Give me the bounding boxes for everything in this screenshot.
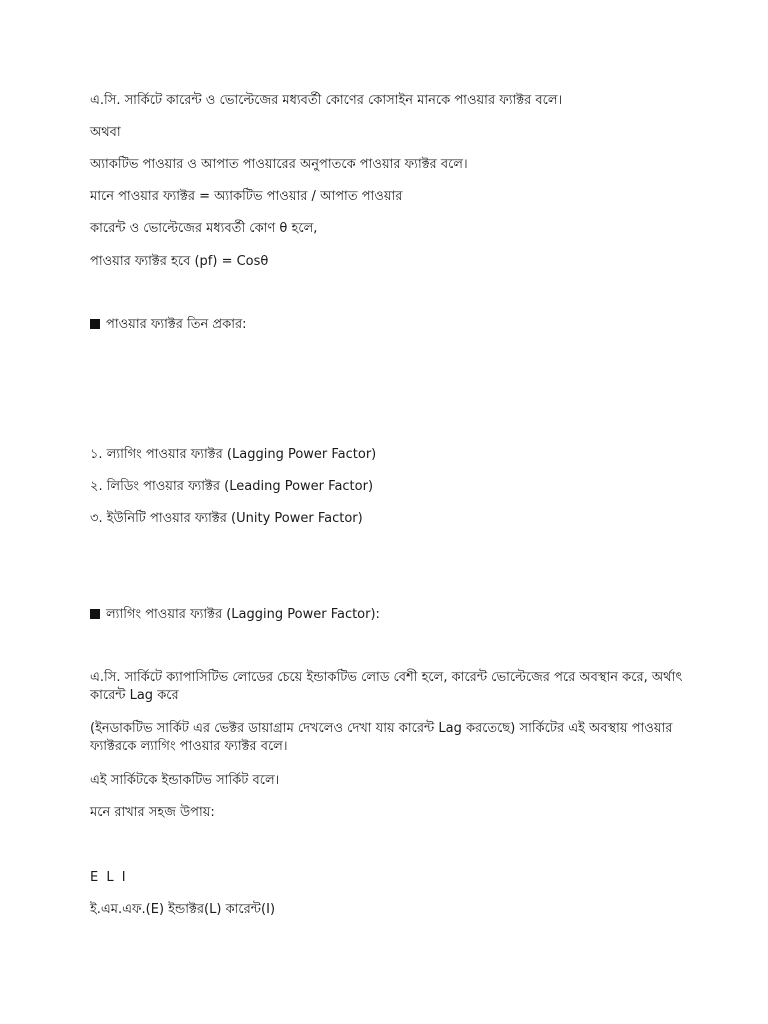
ratio-definition-text: অ্যাকটিভ পাওয়ার ও আপাত পাওয়ারের অনুপাতকে পাওয়ার ফ্যাক্টর বলে।: [90, 157, 468, 172]
pf-formula-text: পাওয়ার ফ্যাক্টর হবে (pf) = Cosθ: [90, 254, 269, 269]
mnemonic-expansion: ই.এম.এফ.(E) ইন্ডাক্টর(L) কারেন্ট(I): [90, 902, 276, 917]
lagging-heading: [90, 606, 690, 624]
mnemonic-text: E L I: [90, 870, 128, 885]
definition-text: এ.সি. সার্কিটে কারেন্ট ও ভোল্টেজের মধ্যবর্তী কোণের কোসাইন মানকে পাওয়ার ফ্যাক্টর বলে।: [90, 93, 563, 108]
types-heading-text: পাওয়ার ফ্যাক্টর তিন প্রকার:: [106, 317, 247, 332]
lagging-paragraph-1: এ.সি. সার্কিটে ক্যাপাসিটিভ লোডের চেয়ে ইন্ডাকটিভ লোড বেশী হলে, কারেন্ট ভোল্টেজের পরে অবস্থান করে, অর্থাৎ কারেন্ট Lag করে: [90, 670, 683, 703]
formula-text: মানে পাওয়ার ফ্যাক্টর = অ্যাকটিভ পাওয়ার / আপাত পাওয়ার: [90, 189, 403, 204]
types-heading: [90, 316, 690, 334]
type-item-lagging: ১. ল্যাগিং পাওয়ার ফ্যাক্টর (Lagging Power Factor): [90, 447, 377, 462]
mnemonic-heading: মনে রাখার সহজ উপায়:: [90, 805, 215, 820]
type-item-leading: ২. লিডিং পাওয়ার ফ্যাক্টর (Leading Power Factor): [90, 479, 374, 494]
angle-text: কারেন্ট ও ভোল্টেজের মধ্যবর্তী কোণ θ হলে,: [90, 221, 318, 236]
or-text: অথবা: [90, 125, 121, 140]
type-item-unity: ৩. ইউনিটি পাওয়ার ফ্যাক্টর (Unity Power Factor): [90, 511, 363, 526]
square-bullet-icon: [90, 609, 100, 619]
lagging-heading-text: ল্যাগিং পাওয়ার ফ্যাক্টর (Lagging Power Factor):: [106, 607, 380, 622]
lagging-paragraph-2: (ইনডাকটিভ সার্কিট এর ভেক্টর ডায়াগ্রাম দেখলেও দেখা যায় কারেন্ট Lag করতেছে) সার্কিটের এই অবস্থায় পাওয়ার ফ্যাক্টরকে ল্যাগিং পাওয়ার ফ্যাক্টর বলে।: [90, 721, 673, 754]
lagging-paragraph-3: এই সার্কিটকে ইন্ডাকটিভ সার্কিট বলে।: [90, 773, 280, 788]
square-bullet-icon: [90, 319, 100, 329]
